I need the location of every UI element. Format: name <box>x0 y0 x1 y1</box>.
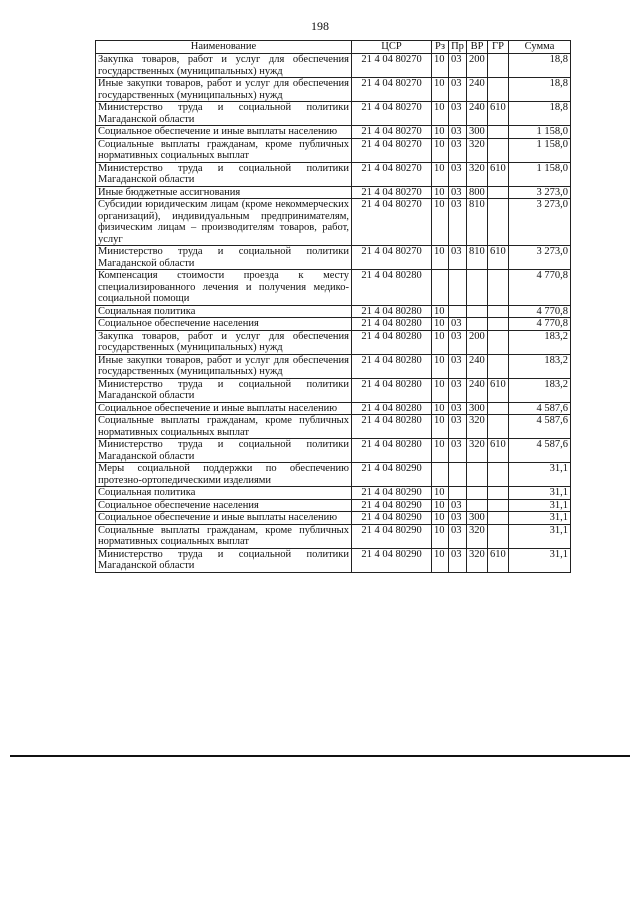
table-row <box>96 138 571 162</box>
row-name-cell: Социальные выплаты гражданам, кроме публичных нормативных социальных выплат <box>96 138 352 162</box>
row-vr-cell: 240 <box>467 78 488 102</box>
row-name-cell: Министерство труда и социальной политики Магаданской области <box>96 102 352 126</box>
table-row <box>96 78 571 102</box>
row-gr-cell <box>488 54 509 78</box>
row-sum-cell: 3 273,0 <box>509 246 571 270</box>
row-csr-cell: 21 4 04 80270 <box>352 126 432 139</box>
row-sum-cell: 18,8 <box>509 102 571 126</box>
row-sum-cell: 18,8 <box>509 78 571 102</box>
row-csr-cell: 21 4 04 80290 <box>352 487 432 500</box>
table-row <box>96 548 571 572</box>
footer-divider <box>10 755 630 757</box>
row-sum-cell: 183,2 <box>509 330 571 354</box>
row-pr-cell: 03 <box>449 512 467 525</box>
row-rz-cell: 10 <box>432 354 449 378</box>
row-sum-cell: 3 273,0 <box>509 186 571 199</box>
row-name-cell: Министерство труда и социальной политики Магаданской области <box>96 162 352 186</box>
row-name-cell: Компенсация стоимости проезда к месту специализированного лечения и получения медико-социальной помощи <box>96 270 352 306</box>
row-pr-cell: 03 <box>449 378 467 402</box>
row-name-cell: Иные закупки товаров, работ и услуг для обеспечения государственных (муниципальных) нужд <box>96 78 352 102</box>
header-rz: Рз <box>432 41 449 54</box>
row-pr-cell: 03 <box>449 439 467 463</box>
row-csr-cell: 21 4 04 80270 <box>352 54 432 78</box>
table-row <box>96 415 571 439</box>
row-name-cell: Министерство труда и социальной политики Магаданской области <box>96 439 352 463</box>
row-gr-cell <box>488 415 509 439</box>
row-pr-cell: 03 <box>449 246 467 270</box>
row-gr-cell <box>488 126 509 139</box>
row-name-cell: Социальная политика <box>96 487 352 500</box>
row-pr-cell: 03 <box>449 415 467 439</box>
row-name-cell: Закупка товаров, работ и услуг для обеспечения государственных (муниципальных) нужд <box>96 330 352 354</box>
row-pr-cell: 03 <box>449 354 467 378</box>
row-pr-cell: 03 <box>449 162 467 186</box>
row-vr-cell: 810 <box>467 199 488 246</box>
row-name-cell: Социальное обеспечение населения <box>96 318 352 331</box>
table-row <box>96 463 571 487</box>
row-csr-cell: 21 4 04 80280 <box>352 415 432 439</box>
table-row <box>96 402 571 415</box>
table-row <box>96 199 571 246</box>
row-vr-cell <box>467 499 488 512</box>
row-name-cell: Министерство труда и социальной политики Магаданской области <box>96 378 352 402</box>
row-name-cell: Министерство труда и социальной политики Магаданской области <box>96 246 352 270</box>
table-row <box>96 378 571 402</box>
row-gr-cell: 610 <box>488 378 509 402</box>
row-gr-cell <box>488 199 509 246</box>
row-gr-cell <box>488 318 509 331</box>
row-pr-cell: 03 <box>449 54 467 78</box>
row-rz-cell: 10 <box>432 186 449 199</box>
row-rz-cell: 10 <box>432 318 449 331</box>
row-rz-cell: 10 <box>432 305 449 318</box>
row-rz-cell: 10 <box>432 54 449 78</box>
row-vr-cell: 800 <box>467 186 488 199</box>
row-vr-cell: 320 <box>467 548 488 572</box>
header-gr: ГР <box>488 41 509 54</box>
row-pr-cell: 03 <box>449 330 467 354</box>
row-gr-cell: 610 <box>488 439 509 463</box>
row-csr-cell: 21 4 04 80270 <box>352 162 432 186</box>
table-row <box>96 318 571 331</box>
row-pr-cell: 03 <box>449 186 467 199</box>
row-rz-cell: 10 <box>432 162 449 186</box>
row-csr-cell: 21 4 04 80280 <box>352 354 432 378</box>
row-sum-cell: 4 770,8 <box>509 270 571 306</box>
row-sum-cell: 31,1 <box>509 499 571 512</box>
table-row <box>96 54 571 78</box>
row-vr-cell <box>467 305 488 318</box>
table-row <box>96 270 571 306</box>
row-csr-cell: 21 4 04 80270 <box>352 78 432 102</box>
row-pr-cell <box>449 270 467 306</box>
row-sum-cell: 1 158,0 <box>509 138 571 162</box>
row-pr-cell: 03 <box>449 199 467 246</box>
row-name-cell: Социальное обеспечение и иные выплаты населению <box>96 126 352 139</box>
row-name-cell: Иные закупки товаров, работ и услуг для обеспечения государственных (муниципальных) нужд <box>96 354 352 378</box>
table-row <box>96 186 571 199</box>
row-sum-cell: 4 770,8 <box>509 305 571 318</box>
row-gr-cell: 610 <box>488 162 509 186</box>
row-vr-cell <box>467 318 488 331</box>
row-vr-cell: 300 <box>467 402 488 415</box>
row-rz-cell <box>432 270 449 306</box>
row-gr-cell <box>488 186 509 199</box>
row-pr-cell: 03 <box>449 548 467 572</box>
row-sum-cell: 1 158,0 <box>509 126 571 139</box>
row-gr-cell <box>488 354 509 378</box>
row-vr-cell: 320 <box>467 162 488 186</box>
row-vr-cell <box>467 270 488 306</box>
row-gr-cell: 610 <box>488 246 509 270</box>
row-gr-cell <box>488 330 509 354</box>
row-vr-cell <box>467 487 488 500</box>
row-gr-cell <box>488 463 509 487</box>
row-gr-cell <box>488 402 509 415</box>
row-rz-cell: 10 <box>432 246 449 270</box>
row-gr-cell <box>488 305 509 318</box>
table-row <box>96 524 571 548</box>
row-sum-cell: 1 158,0 <box>509 162 571 186</box>
row-sum-cell: 3 273,0 <box>509 199 571 246</box>
header-vr: ВР <box>467 41 488 54</box>
row-csr-cell: 21 4 04 80290 <box>352 512 432 525</box>
row-vr-cell: 200 <box>467 330 488 354</box>
row-rz-cell: 10 <box>432 126 449 139</box>
row-rz-cell: 10 <box>432 439 449 463</box>
row-rz-cell <box>432 463 449 487</box>
table-row <box>96 354 571 378</box>
row-pr-cell: 03 <box>449 402 467 415</box>
table-header-row <box>96 41 571 54</box>
row-name-cell: Иные бюджетные ассигнования <box>96 186 352 199</box>
table-row <box>96 305 571 318</box>
row-csr-cell: 21 4 04 80270 <box>352 102 432 126</box>
row-gr-cell: 610 <box>488 102 509 126</box>
row-vr-cell: 320 <box>467 415 488 439</box>
row-pr-cell: 03 <box>449 318 467 331</box>
header-name: Наименование <box>96 41 352 54</box>
row-gr-cell <box>488 487 509 500</box>
row-rz-cell: 10 <box>432 102 449 126</box>
row-name-cell: Социальная политика <box>96 305 352 318</box>
row-gr-cell <box>488 78 509 102</box>
row-gr-cell <box>488 138 509 162</box>
row-csr-cell: 21 4 04 80280 <box>352 402 432 415</box>
row-name-cell: Социальное обеспечение и иные выплаты населению <box>96 402 352 415</box>
row-rz-cell: 10 <box>432 499 449 512</box>
table-row <box>96 162 571 186</box>
row-name-cell: Социальное обеспечение населения <box>96 499 352 512</box>
row-pr-cell: 03 <box>449 524 467 548</box>
row-gr-cell <box>488 270 509 306</box>
row-rz-cell: 10 <box>432 524 449 548</box>
row-gr-cell: 610 <box>488 548 509 572</box>
row-vr-cell: 300 <box>467 126 488 139</box>
row-csr-cell: 21 4 04 80290 <box>352 524 432 548</box>
row-sum-cell: 31,1 <box>509 463 571 487</box>
row-rz-cell: 10 <box>432 548 449 572</box>
row-pr-cell: 03 <box>449 126 467 139</box>
row-rz-cell: 10 <box>432 415 449 439</box>
row-csr-cell: 21 4 04 80290 <box>352 499 432 512</box>
row-vr-cell: 320 <box>467 524 488 548</box>
row-name-cell: Министерство труда и социальной политики Магаданской области <box>96 548 352 572</box>
row-csr-cell: 21 4 04 80290 <box>352 463 432 487</box>
table-row <box>96 499 571 512</box>
row-csr-cell: 21 4 04 80290 <box>352 548 432 572</box>
row-rz-cell: 10 <box>432 138 449 162</box>
header-pr: Пр <box>449 41 467 54</box>
budget-table <box>95 40 571 573</box>
row-pr-cell <box>449 305 467 318</box>
row-rz-cell: 10 <box>432 330 449 354</box>
row-vr-cell: 240 <box>467 378 488 402</box>
row-vr-cell: 320 <box>467 439 488 463</box>
table-row <box>96 330 571 354</box>
row-vr-cell: 810 <box>467 246 488 270</box>
row-rz-cell: 10 <box>432 78 449 102</box>
row-sum-cell: 31,1 <box>509 548 571 572</box>
row-vr-cell: 320 <box>467 138 488 162</box>
row-csr-cell: 21 4 04 80270 <box>352 186 432 199</box>
row-csr-cell: 21 4 04 80270 <box>352 246 432 270</box>
row-name-cell: Социальные выплаты гражданам, кроме публичных нормативных социальных выплат <box>96 524 352 548</box>
table-row <box>96 126 571 139</box>
row-sum-cell: 183,2 <box>509 378 571 402</box>
table-row <box>96 102 571 126</box>
table-row <box>96 246 571 270</box>
row-vr-cell: 240 <box>467 102 488 126</box>
header-csr: ЦСР <box>352 41 432 54</box>
row-pr-cell: 03 <box>449 499 467 512</box>
table-row <box>96 439 571 463</box>
row-pr-cell <box>449 487 467 500</box>
row-name-cell: Социальное обеспечение и иные выплаты населению <box>96 512 352 525</box>
row-name-cell: Закупка товаров, работ и услуг для обеспечения государственных (муниципальных) нужд <box>96 54 352 78</box>
row-vr-cell: 240 <box>467 354 488 378</box>
row-pr-cell: 03 <box>449 102 467 126</box>
row-sum-cell: 18,8 <box>509 54 571 78</box>
row-vr-cell: 300 <box>467 512 488 525</box>
row-vr-cell: 200 <box>467 54 488 78</box>
row-gr-cell <box>488 512 509 525</box>
row-vr-cell <box>467 463 488 487</box>
row-pr-cell <box>449 463 467 487</box>
row-csr-cell: 21 4 04 80280 <box>352 439 432 463</box>
header-sum: Сумма <box>509 41 571 54</box>
row-gr-cell <box>488 524 509 548</box>
row-sum-cell: 31,1 <box>509 512 571 525</box>
row-csr-cell: 21 4 04 80280 <box>352 330 432 354</box>
row-pr-cell: 03 <box>449 138 467 162</box>
row-name-cell: Социальные выплаты гражданам, кроме публичных нормативных социальных выплат <box>96 415 352 439</box>
row-csr-cell: 21 4 04 80280 <box>352 318 432 331</box>
row-rz-cell: 10 <box>432 378 449 402</box>
row-csr-cell: 21 4 04 80280 <box>352 270 432 306</box>
row-pr-cell: 03 <box>449 78 467 102</box>
row-rz-cell: 10 <box>432 512 449 525</box>
row-gr-cell <box>488 499 509 512</box>
row-name-cell: Меры социальной поддержки по обеспечению протезно-ортопедическими изделиями <box>96 463 352 487</box>
row-sum-cell: 4 770,8 <box>509 318 571 331</box>
row-csr-cell: 21 4 04 80280 <box>352 305 432 318</box>
row-csr-cell: 21 4 04 80270 <box>352 138 432 162</box>
row-sum-cell: 4 587,6 <box>509 439 571 463</box>
row-sum-cell: 31,1 <box>509 487 571 500</box>
row-sum-cell: 31,1 <box>509 524 571 548</box>
row-csr-cell: 21 4 04 80280 <box>352 378 432 402</box>
row-sum-cell: 4 587,6 <box>509 402 571 415</box>
row-rz-cell: 10 <box>432 402 449 415</box>
table-body <box>96 54 571 573</box>
row-name-cell: Субсидии юридическим лицам (кроме некоммерческих организаций), индивидуальным предпринимателям, физическим лицам – производителям товаров, работ, услуг <box>96 199 352 246</box>
table-row <box>96 512 571 525</box>
table-row <box>96 487 571 500</box>
row-csr-cell: 21 4 04 80270 <box>352 199 432 246</box>
row-sum-cell: 183,2 <box>509 354 571 378</box>
row-rz-cell: 10 <box>432 199 449 246</box>
row-rz-cell: 10 <box>432 487 449 500</box>
row-sum-cell: 4 587,6 <box>509 415 571 439</box>
page-number: 198 <box>311 19 329 33</box>
